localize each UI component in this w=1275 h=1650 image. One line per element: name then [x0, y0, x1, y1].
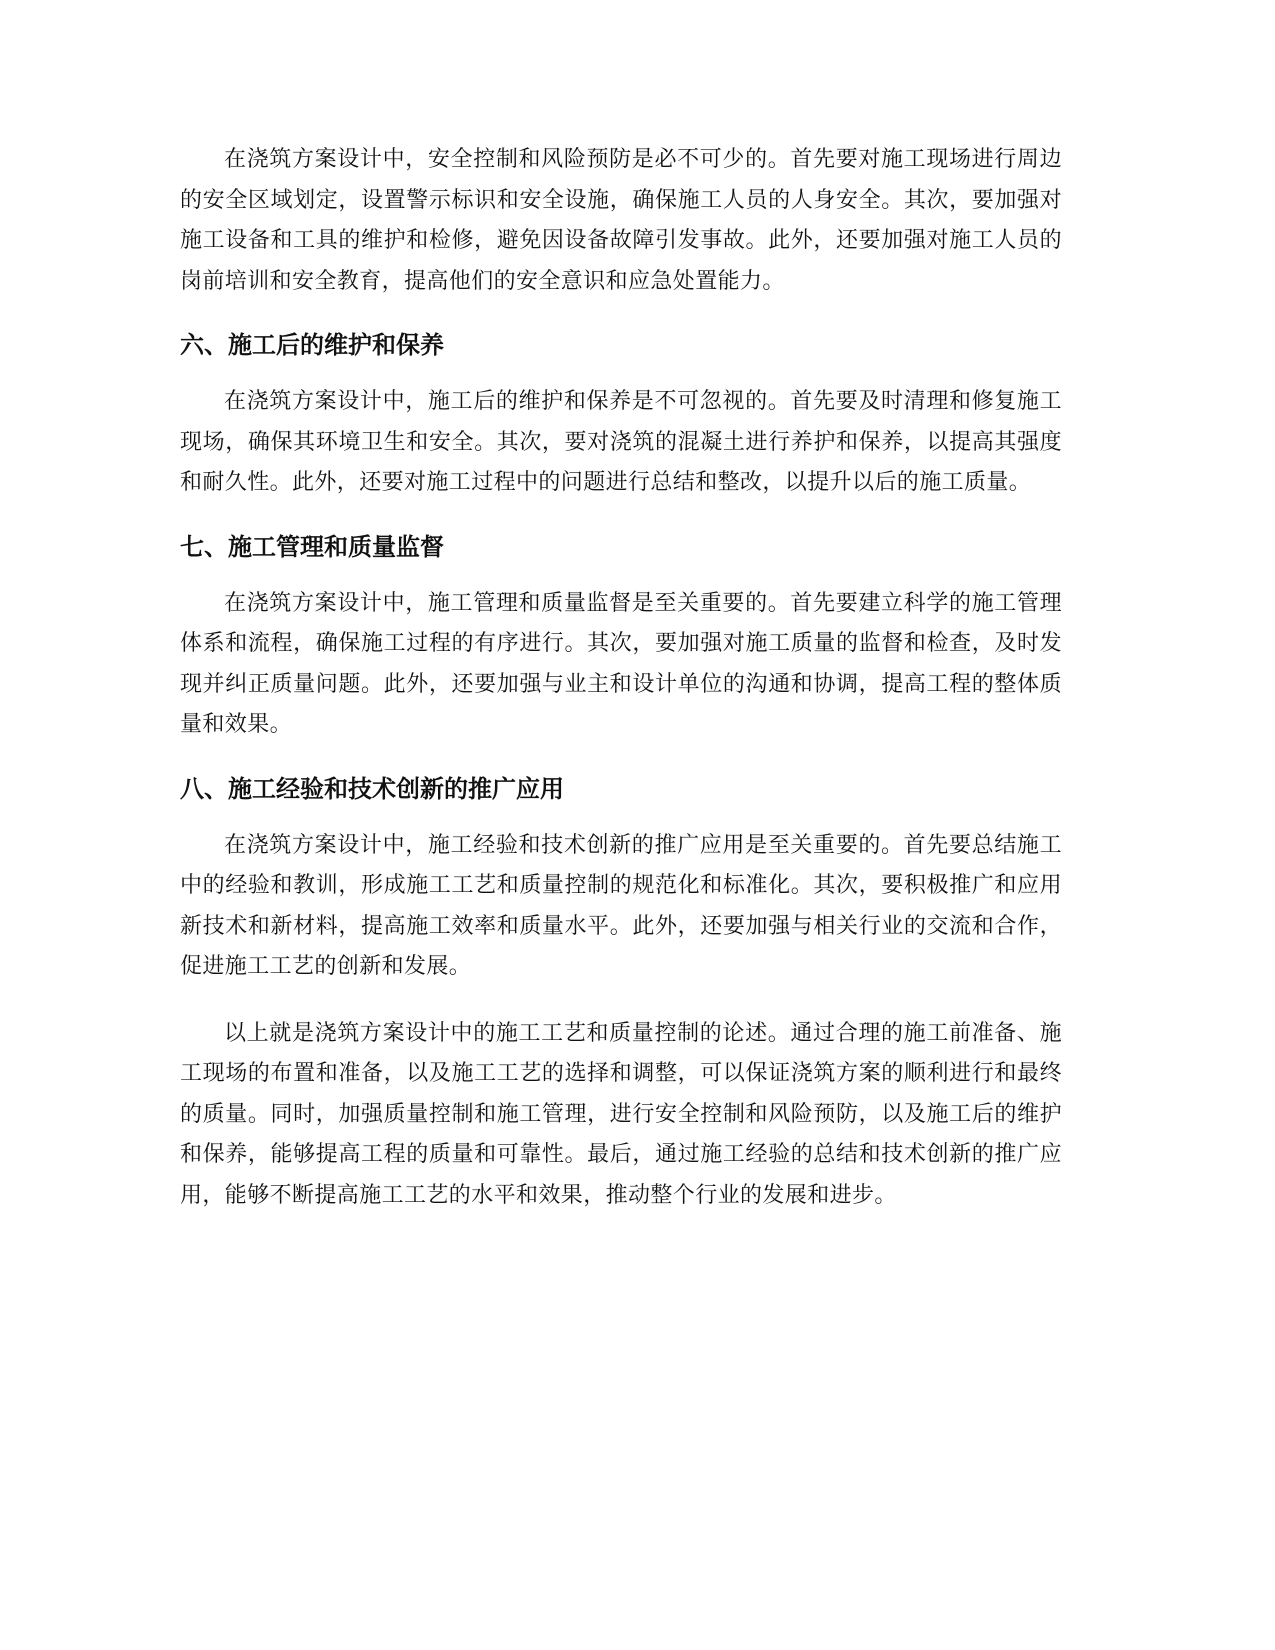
paragraph-maintenance: 在浇筑方案设计中，施工后的维护和保养是不可忽视的。首先要及时清理和修复施工现场，确保其环境卫生和安全。其次，要对浇筑的混凝土进行养护和保养，以提高其强度和耐久性。此外，还要对施工过程中的问题进行总结和整改，以提升以后的施工质量。	[180, 389, 1062, 495]
section-heading-innovation: 八、施工经验和技术创新的推广应用	[180, 774, 564, 803]
paragraph-management: 在浇筑方案设计中，施工管理和质量监督是至关重要的。首先要建立科学的施工管理体系和流程，确保施工过程的有序进行。其次，要加强对施工质量的监督和检查，及时发现并纠正质量问题。此外，还要加强与业主和设计单位的沟通和协调，提高工程的整体质量和效果。	[180, 590, 1062, 737]
document-page	[180, 140, 1062, 1242]
section-heading-management: 七、施工管理和质量监督	[180, 532, 444, 561]
paragraph-summary: 以上就是浇筑方案设计中的施工工艺和质量控制的论述。通过合理的施工前准备、施工现场的布置和准备，以及施工工艺的选择和调整，可以保证浇筑方案的顺利进行和最终的质量。同时，加强质量控制和施工管理，进行安全控制和风险预防，以及施工后的维护和保养，能够提高工程的质量和可靠性。最后，通过施工经验的总结和技术创新的推广应用，能够不断提高施工工艺的水平和效果，推动整个行业的发展和进步。	[180, 1020, 1062, 1208]
section-heading-maintenance: 六、施工后的维护和保养	[180, 331, 444, 359]
paragraph-safety-control: 在浇筑方案设计中，安全控制和风险预防是必不可少的。首先要对施工现场进行周边的安全区域划定，设置警示标识和安全设施，确保施工人员的人身安全。其次，要加强对施工设备和工具的维护和检修，避免因设备故障引发事故。此外，还要加强对施工人员的岗前培训和安全教育，提高他们的安全意识和应急处置能力。	[180, 147, 1062, 294]
paragraph-innovation: 在浇筑方案设计中，施工经验和技术创新的推广应用是至关重要的。首先要总结施工中的经验和教训，形成施工工艺和质量控制的规范化和标准化。其次，要积极推广和应用新技术和新材料，提高施工效率和质量水平。此外，还要加强与相关行业的交流和合作，促进施工工艺的创新和发展。	[180, 832, 1062, 979]
